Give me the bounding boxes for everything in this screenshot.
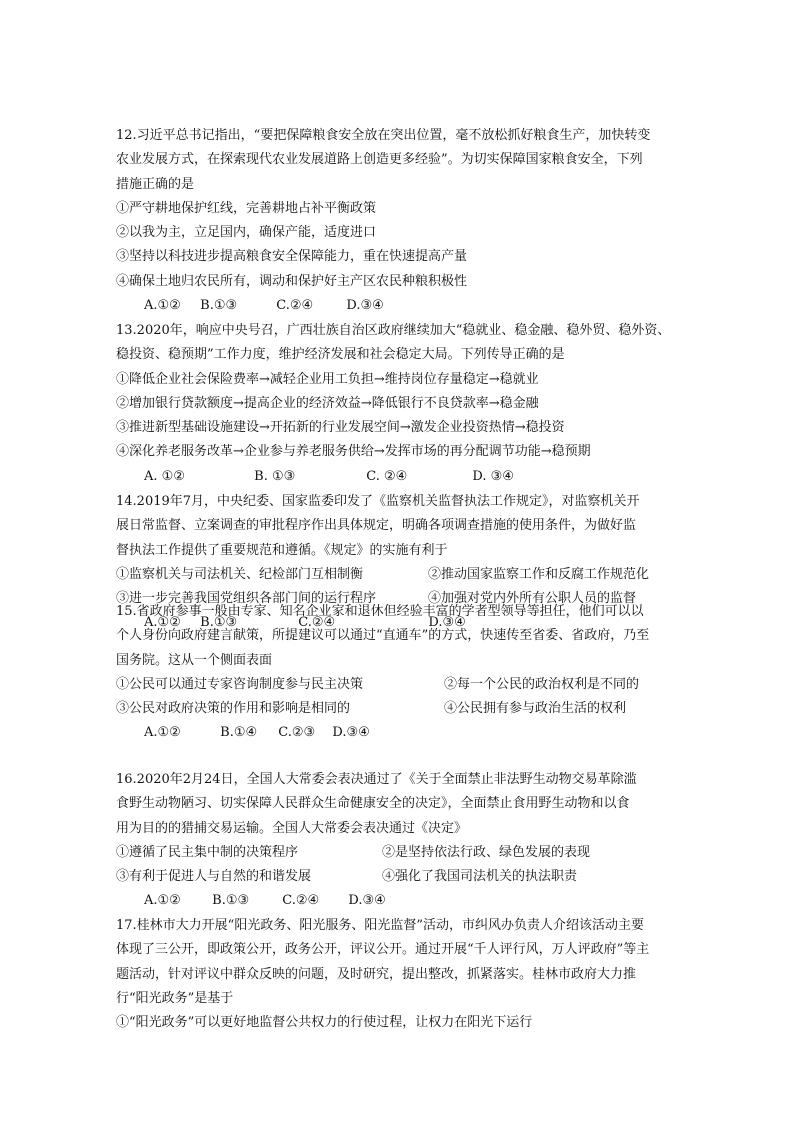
option-2: ②增加银行贷款额度→提高企业的经济效益→降低银行不良贷款率→稳金融 [116, 395, 539, 411]
question-stem-line: 12.习近平总书记指出，“要把保障粮食安全放在突出位置，毫不放松抓好粮食生产，加快转变 [116, 128, 651, 143]
answer-b: B. ①③ [254, 468, 296, 484]
answer-b: B.①③ [212, 893, 250, 909]
answer-choices [116, 889, 688, 913]
question-stem-line: 督执法工作提供了重要规范和遵循。《规定》的实施有利于 [116, 542, 448, 558]
question-15 [116, 600, 688, 746]
option-4: ④深化养老服务改革→企业参与养老服务供给→发挥市场的再分配调节功能→稳预期 [116, 444, 591, 460]
answer-b: B.①③ [200, 298, 238, 314]
option-2: ②是坚持依法行政、绿色发展的表现 [382, 844, 591, 860]
question-stem-line: 展日常监督、立案调查的审批程序作出具体规定，明确各项调查措施的使用条件，为做好监 [116, 518, 637, 534]
answer-a: A.①② [144, 615, 181, 631]
option-1: ①降低企业社会保险费率→减轻企业用工负担→维持岗位存量稳定→稳就业 [116, 371, 539, 387]
option-4: ④确保土地归农民所有，调动和保护好主产区农民种粮积极性 [116, 273, 468, 289]
question-stem-line: 行“阳光政务”是基于 [116, 990, 234, 1006]
option-3: ③进一步完善我国党组织各部门间的运行程序 [116, 591, 377, 607]
answer-a: A.①② [144, 725, 181, 741]
question-13 [116, 319, 688, 489]
question-stem-line: 17.桂林市大力开展“阳光政务、阳光服务、阳光监督”活动，市纠风办负责人介绍该活动主要 [116, 918, 644, 933]
answer-d: D.③④ [348, 893, 386, 909]
question-stem-line: 题活动，针对评议中群众反映的问题，及时研究，提出整改，抓紧落实。桂林市政府大力推 [116, 966, 637, 982]
question-stem-line: 13.2020年，响应中央号召，广西壮族自治区政府继续加大“稳就业、稳金融、稳外贸、稳外资、 [116, 323, 671, 338]
option-4: ④公民拥有参与政治生活的权利 [444, 701, 627, 717]
question-stem-line: 稳投资、稳预期”工作力度，维护经济发展和社会稳定大局。下列传导正确的是 [116, 347, 565, 363]
option-row [116, 865, 688, 889]
answer-c: C. ②④ [366, 468, 408, 484]
answer-c: C.②④ [276, 298, 314, 314]
answer-b: B.①④ [220, 725, 258, 741]
option-row [116, 841, 688, 865]
answer-choices [116, 465, 688, 489]
option-1: ①监察机关与司法机关、纪检部门互相制衡 [116, 566, 364, 582]
answer-d: D.③④ [332, 725, 370, 741]
answer-choices [116, 721, 688, 745]
answer-c: C.②③ [278, 725, 316, 741]
question-stem-line: 体现了三公开，即政策公开，政务公开，评议公开。通过开展“千人评行风，万人评政府”等主 [116, 942, 650, 958]
answer-choices [116, 294, 688, 318]
option-row [116, 697, 688, 721]
question-17 [116, 914, 688, 1035]
answer-d: D.③④ [346, 298, 384, 314]
question-stem-line: 用为目的的猎捕交易运输。全国人大常委会表决通过《决定》 [116, 820, 468, 836]
option-2: ②以我为主，立足国内，确保产能，适度进口 [116, 225, 377, 241]
question-stem-line: 16.2020年2月24日，全国人大常委会表决通过了《关于全面禁止非法野生动物交易革除滥 [116, 772, 637, 787]
question-stem-line: 15.省政府参事一般由专家、知名企业家和退休但经验丰富的学者型领导等担任，他们可以以 [116, 604, 644, 619]
option-4: ④加强对党内外所有公职人员的监督 [428, 591, 637, 607]
answer-a: A.①② [144, 893, 181, 909]
answer-a: A. ①② [144, 468, 185, 484]
answer-c: C.②④ [298, 615, 336, 631]
option-3: ③公民对政府决策的作用和影响是相同的 [116, 701, 351, 717]
option-3: ③有利于促进人与自然的和谐发展 [116, 869, 312, 885]
question-stem-line: 农业发展方式，在探索现代农业发展道路上创造更多经验”。为切实保障国家粮食安全，下列 [116, 152, 643, 168]
option-1: ①严守耕地保护红线，完善耕地占补平衡政策 [116, 200, 377, 216]
option-row [116, 563, 688, 587]
option-4: ④强化了我国司法机关的执法职责 [382, 869, 578, 885]
answer-b: B.①③ [200, 615, 238, 631]
question-stem-line: 措施正确的是 [116, 176, 195, 192]
option-2: ②每一个公民的政治权利是不同的 [444, 676, 640, 692]
option-1: ①公民可以通过专家咨询制度参与民主决策 [116, 676, 364, 692]
question-16 [116, 768, 688, 914]
question-12 [116, 124, 688, 318]
answer-a: A.①② [144, 298, 181, 314]
question-stem-line: 14.2019年7月，中央纪委、国家监委印发了《监察机关监督执法工作规定》，对监察机关开 [116, 494, 640, 509]
question-stem-line: 个人身份向政府建言献策，所提建议可以通过“直通车”的方式，快速传至省委、省政府，乃至 [116, 628, 650, 644]
question-stem-line: 国务院。这从一个侧面表面 [116, 652, 273, 668]
answer-c: C.②④ [282, 893, 320, 909]
question-stem-line: 食野生动物陋习、切实保障人民群众生命健康安全的决定》，全面禁止食用野生动物和以食 [116, 796, 630, 812]
option-3: ③坚持以科技进步提高粮食安全保障能力，重在快速提高产量 [116, 249, 468, 265]
option-2: ②推动国家监察工作和反腐工作规范化 [428, 566, 650, 582]
answer-d: D. ③④ [472, 468, 514, 484]
option-1: ①“阳光政务”可以更好地监督公共权力的行使过程，让权力在阳光下运行 [116, 1015, 533, 1031]
option-row [116, 673, 688, 697]
answer-d: D.③④ [428, 615, 466, 631]
option-3: ③推进新型基础设施建设→开拓新的行业发展空间→激发企业投资热情→稳投资 [116, 420, 565, 436]
option-1: ①遵循了民主集中制的决策程序 [116, 844, 299, 860]
